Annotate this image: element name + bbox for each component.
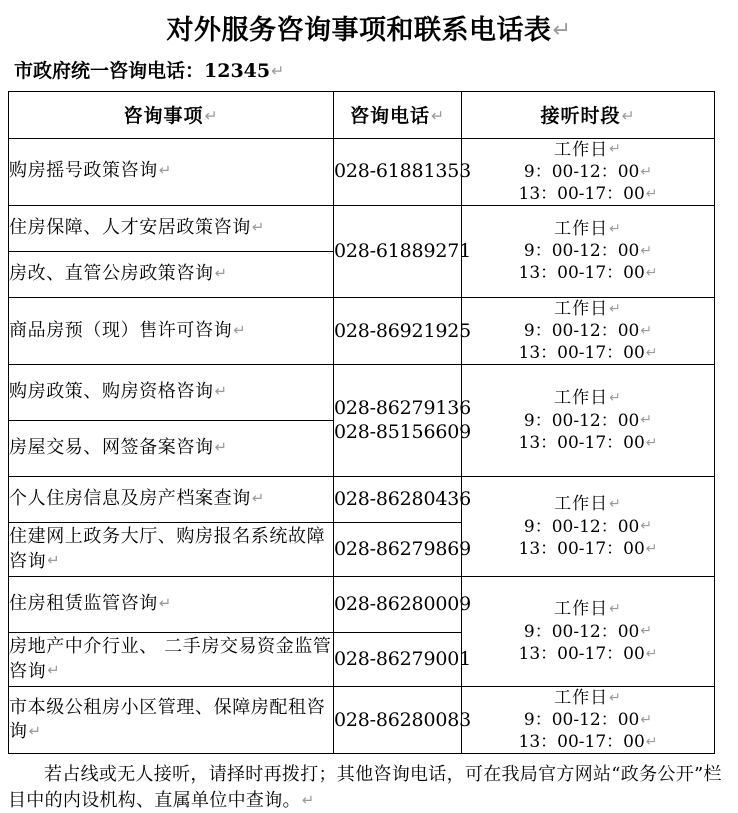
phone-number-text: 028-61889271 <box>334 240 471 263</box>
paragraph-mark-icon: ↵ <box>609 141 622 158</box>
hours-weekday-text: 工作日 <box>554 139 609 160</box>
phone-number-text: 028-86280009 <box>334 593 471 616</box>
paragraph-mark-icon: ↵ <box>645 734 658 751</box>
hours-line-weekday <box>462 298 714 320</box>
table-row <box>9 477 715 523</box>
paragraph-mark-icon: ↵ <box>214 383 228 401</box>
hours-afternoon-text: 13：00-17：00 <box>518 538 645 559</box>
cell-service-item <box>9 687 334 754</box>
paragraph-mark-icon: ↵ <box>552 17 572 44</box>
paragraph-mark-icon: ↵ <box>214 439 228 457</box>
paragraph-mark-icon: ↵ <box>609 390 622 407</box>
hours-afternoon-text: 13：00-17：00 <box>518 343 645 364</box>
paragraph-mark-icon: ↵ <box>640 322 653 339</box>
cell-service-hours <box>462 577 715 687</box>
hours-afternoon-text: 13：00-17：00 <box>518 183 645 204</box>
cell-service-item <box>9 297 334 364</box>
paragraph-mark-icon: ↵ <box>645 265 658 282</box>
column-header-phone <box>334 91 462 138</box>
hours-morning-text: 9：00-12：00 <box>523 410 640 431</box>
document-page <box>0 14 738 811</box>
hours-line-afternoon <box>462 183 714 205</box>
paragraph-mark-icon: ↵ <box>645 540 658 557</box>
paragraph-mark-icon: ↵ <box>609 496 622 513</box>
hours-line-weekday <box>462 598 714 620</box>
page-title <box>0 14 738 48</box>
paragraph-mark-icon: ↵ <box>645 434 658 451</box>
paragraph-mark-icon: ↵ <box>47 662 61 680</box>
subtitle-hotline <box>14 60 738 83</box>
column-header-time-label: 接听时段 <box>540 105 621 128</box>
paragraph-mark-icon: ↵ <box>640 712 653 729</box>
hours-weekday-text: 工作日 <box>554 494 609 515</box>
hours-line-morning <box>462 161 714 183</box>
hours-line-morning <box>462 516 714 538</box>
paragraph-mark-icon: ↵ <box>609 300 622 317</box>
page-title-text: 对外服务咨询事项和联系电话表 <box>166 15 552 46</box>
service-contact-table <box>8 91 715 755</box>
phone-number-text: 028-86279001 <box>334 648 471 671</box>
service-item-text: 购房摇号政策咨询 <box>9 160 158 182</box>
service-item-text: 市本级公租房小区管理、保障房配租咨询 <box>9 696 326 743</box>
phone-number-text: 028-86279869 <box>334 538 471 561</box>
phone-number-text: 028-86279136 <box>334 397 471 420</box>
hours-line-morning <box>462 320 714 342</box>
hours-morning-text: 9：00-12：00 <box>523 161 640 182</box>
cell-service-hours <box>462 477 715 577</box>
cell-service-hours <box>462 297 715 364</box>
column-header-phone-label: 咨询电话 <box>349 105 430 128</box>
hours-line-afternoon <box>462 432 714 454</box>
service-item-text: 商品房预（现）售许可咨询 <box>9 319 233 341</box>
cell-service-item <box>9 477 334 523</box>
paragraph-mark-icon: ↵ <box>28 723 42 741</box>
hours-line-afternoon <box>462 731 714 753</box>
cell-service-item <box>9 365 334 421</box>
hours-line-weekday <box>462 387 714 409</box>
paragraph-mark-icon: ↵ <box>430 106 446 125</box>
column-header-item <box>9 91 334 138</box>
hours-line-weekday <box>462 139 714 161</box>
paragraph-mark-icon: ↵ <box>158 162 172 180</box>
paragraph-mark-icon: ↵ <box>621 106 636 125</box>
paragraph-mark-icon: ↵ <box>645 645 658 662</box>
table-row <box>9 205 715 251</box>
paragraph-mark-icon: ↵ <box>645 185 658 202</box>
table-row <box>9 138 715 205</box>
paragraph-mark-icon: ↵ <box>609 690 622 706</box>
hours-afternoon-text: 13：00-17：00 <box>518 432 645 453</box>
hours-line-morning <box>462 240 714 262</box>
hours-line-afternoon <box>462 262 714 284</box>
hours-line-morning <box>462 410 714 432</box>
cell-phone-number <box>334 365 471 421</box>
cell-service-hours <box>462 138 715 205</box>
paragraph-mark-icon: ↵ <box>640 243 653 260</box>
hours-line-afternoon <box>462 538 714 560</box>
service-item-text: 个人住房信息及房产档案查询 <box>9 488 251 510</box>
column-header-time <box>462 91 715 138</box>
paragraph-mark-icon: ↵ <box>640 412 653 429</box>
paragraph-mark-icon: ↵ <box>640 623 653 640</box>
paragraph-mark-icon: ↵ <box>640 518 653 535</box>
cell-phone-number <box>334 205 471 297</box>
service-item-text: 房地产中介行业、 二手房交易资金监管咨询 <box>9 636 332 682</box>
hours-morning-text: 9：00-12：00 <box>523 241 640 262</box>
cell-service-item <box>9 577 334 633</box>
service-item-text: 住房保障、人才安居政策咨询 <box>9 217 251 239</box>
hours-weekday-text: 工作日 <box>554 219 609 240</box>
hours-morning-text: 9：00-12：00 <box>523 710 640 731</box>
cell-service-hours <box>462 365 715 477</box>
paragraph-mark-icon: ↵ <box>233 321 247 339</box>
cell-service-hours <box>462 205 715 297</box>
hours-line-weekday <box>462 218 714 240</box>
hours-weekday-text: 工作日 <box>554 599 609 620</box>
table-row <box>9 297 715 364</box>
paragraph-mark-icon: ↵ <box>204 106 219 125</box>
hours-afternoon-text: 13：00-17：00 <box>518 643 645 664</box>
paragraph-mark-icon: ↵ <box>609 601 622 618</box>
cell-phone-number <box>334 477 471 523</box>
service-item-text: 住房租赁监管咨询 <box>9 593 158 615</box>
table-row <box>9 365 715 421</box>
table-row <box>9 687 715 754</box>
hours-line-morning <box>462 621 714 643</box>
paragraph-mark-icon: ↵ <box>158 595 172 613</box>
cell-service-item <box>9 138 334 205</box>
service-item-text: 购房政策、购房资格咨询 <box>9 381 214 403</box>
cell-service-item <box>9 251 334 297</box>
hours-afternoon-text: 13：00-17：00 <box>518 732 645 753</box>
phone-number-text: 028-86280436 <box>334 488 471 511</box>
hours-weekday-text: 工作日 <box>554 388 609 409</box>
phone-number-text: 028-61881353 <box>334 160 471 183</box>
paragraph-mark-icon: ↵ <box>645 344 658 361</box>
hours-line-weekday <box>462 687 714 709</box>
hours-morning-text: 9：00-12：00 <box>523 621 640 642</box>
phone-number-text: 028-86280083 <box>334 709 471 732</box>
column-header-item-label: 咨询事项 <box>123 105 204 128</box>
hours-morning-text: 9：00-12：00 <box>523 320 640 341</box>
paragraph-mark-icon: ↵ <box>271 61 285 80</box>
footnote <box>8 762 728 813</box>
paragraph-mark-icon: ↵ <box>251 218 265 236</box>
cell-phone-number <box>334 577 471 633</box>
cell-service-item <box>9 633 334 687</box>
cell-phone-number <box>334 523 471 577</box>
cell-phone-number <box>334 297 471 364</box>
paragraph-mark-icon: ↵ <box>251 490 265 508</box>
paragraph-mark-icon: ↵ <box>640 163 653 180</box>
paragraph-mark-icon: ↵ <box>47 552 61 570</box>
hours-line-afternoon <box>462 643 714 665</box>
subtitle-text: 市政府统一咨询电话：12345 <box>14 59 271 82</box>
cell-service-item <box>9 421 334 477</box>
cell-phone-number <box>334 633 471 687</box>
cell-phone-number <box>334 687 471 754</box>
hours-morning-text: 9：00-12：00 <box>523 516 640 537</box>
footnote-text: 若占线或无人接听，请择时再拨打；其他咨询电话，可在我局官方网站“政务公开”栏目中的内设机构、直属单位中查询。 <box>8 764 722 811</box>
paragraph-mark-icon: ↵ <box>609 221 622 238</box>
paragraph-mark-icon: ↵ <box>214 264 228 282</box>
cell-service-item <box>9 523 334 577</box>
hours-line-morning <box>462 709 714 731</box>
phone-number-text: 028-85156609 <box>334 420 471 443</box>
phone-number-text: 028-86921925 <box>334 319 471 342</box>
cell-phone-number <box>334 138 471 205</box>
hours-weekday-text: 工作日 <box>554 688 609 709</box>
table-row <box>9 577 715 633</box>
hours-afternoon-text: 13：00-17：00 <box>518 263 645 284</box>
hours-line-weekday <box>462 493 714 515</box>
cell-service-hours <box>462 687 715 754</box>
table-header-row <box>9 91 715 138</box>
service-item-text: 房屋交易、网签备案咨询 <box>9 437 214 459</box>
service-item-text: 住建网上政务大厅、购房报名系统故障咨询 <box>9 526 326 572</box>
cell-service-item <box>9 205 334 251</box>
hours-line-afternoon <box>462 342 714 364</box>
paragraph-mark-icon: ↵ <box>301 791 315 809</box>
hours-weekday-text: 工作日 <box>554 298 609 319</box>
service-item-text: 房改、直管公房政策咨询 <box>9 263 214 285</box>
cell-phone-number <box>334 420 471 477</box>
